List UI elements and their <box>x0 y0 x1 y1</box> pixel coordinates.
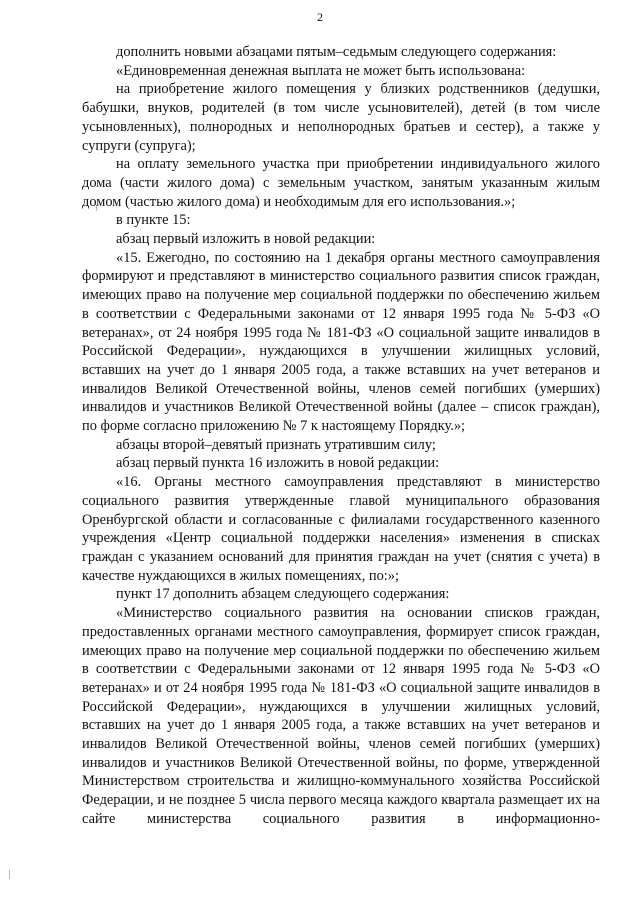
paragraph: «Министерство социального развития на основании списков граждан, предоставленных органами местного самоуправления, формирует список граждан, имеющих право на получение мер социальной поддержки по обеспечению жильем в соответствии с Федеральными законами от 12 января 1995 года № 5-ФЗ «О ветеранах» и от 24 ноября 1995 года № 181-ФЗ «О социальной защите инвалидов в Российской Федерации», нуждающихся в улучшении жилищных условий, вставших на учет до 1 января 2005 года, а также вставших на учет ветеранов и инвалидов Великой Отечественной войны, членов семей погибших (умерших) инвалидов и участников Великой Отечественной войны, по форме, утвержденной Министерством строительства и жилищно-коммунального хозяйства Российской Федерации, и не позднее 5 числа первого месяца каждого квартала размещает их на сайте министерства социального развития в информационно- <box>82 605 600 827</box>
paragraph: дополнить новыми абзацами пятым–седьмым следующего содержания: <box>116 44 557 60</box>
paragraph: «16. Органы местного самоуправления представляют в министерство социального развития утвержденные главой муниципального образования Оренбургской области и согласованные с филиалами государственного казенного учреждения «Центр социальной поддержки населения» изменения в списках граждан с указанием оснований для принятия граждан на учет (снятия с учета) в качестве нуждающихся в жилых помещениях, по:»; <box>82 474 600 584</box>
scan-mark <box>9 870 10 879</box>
paragraph: на приобретение жилого помещения у близких родственников (дедушки, бабушки, внуков, родителей (в том числе усыновителей), детей (в том числе усыновленных), полнородных и неполнородных братьев и сестер), а также у супруги (супруга); <box>82 81 600 154</box>
paragraph: «Единовременная денежная выплата не может быть использована: <box>116 62 526 79</box>
paragraph: в пункте 15: <box>116 212 191 229</box>
document-body <box>82 43 600 829</box>
paragraph: абзац первый изложить в новой редакции: <box>116 231 376 248</box>
paragraph: на оплату земельного участка при приобретении индивидуального жилого дома (части жилого дома) с земельным участком, занятым указанным жилым домом (частью жилого дома) и необходимым для его использования.»; <box>82 156 600 210</box>
page-number: 2 <box>317 10 323 24</box>
paragraph: абзацы второй–девятый признать утратившим силу; <box>116 436 436 453</box>
paragraph: абзац первый пункта 16 изложить в новой редакции: <box>116 455 440 472</box>
paragraph: пункт 17 дополнить абзацем следующего содержания: <box>116 586 450 603</box>
paragraph: «15. Ежегодно, по состоянию на 1 декабря органы местного самоуправления формируют и представляют в министерство социального развития список граждан, имеющих право на получение мер социальной поддержки по обеспечению жильем в соответствии с Федеральными законами от 12 января 1995 года № 5-ФЗ «О ветеранах», от 24 ноября 1995 года № 181-ФЗ «О социальной защите инвалидов в Российской Федерации», нуждающихся в улучшении жилищных условий, вставших на учет до 1 января 2005 года, а также вставших на учет ветеранов и инвалидов Великой Отечественной войны, членов семей погибших (умерших) инвалидов и участников Великой Отечественной войны (далее – список граждан), по форме согласно приложению № 7 к настоящему Порядку.»; <box>82 249 600 435</box>
